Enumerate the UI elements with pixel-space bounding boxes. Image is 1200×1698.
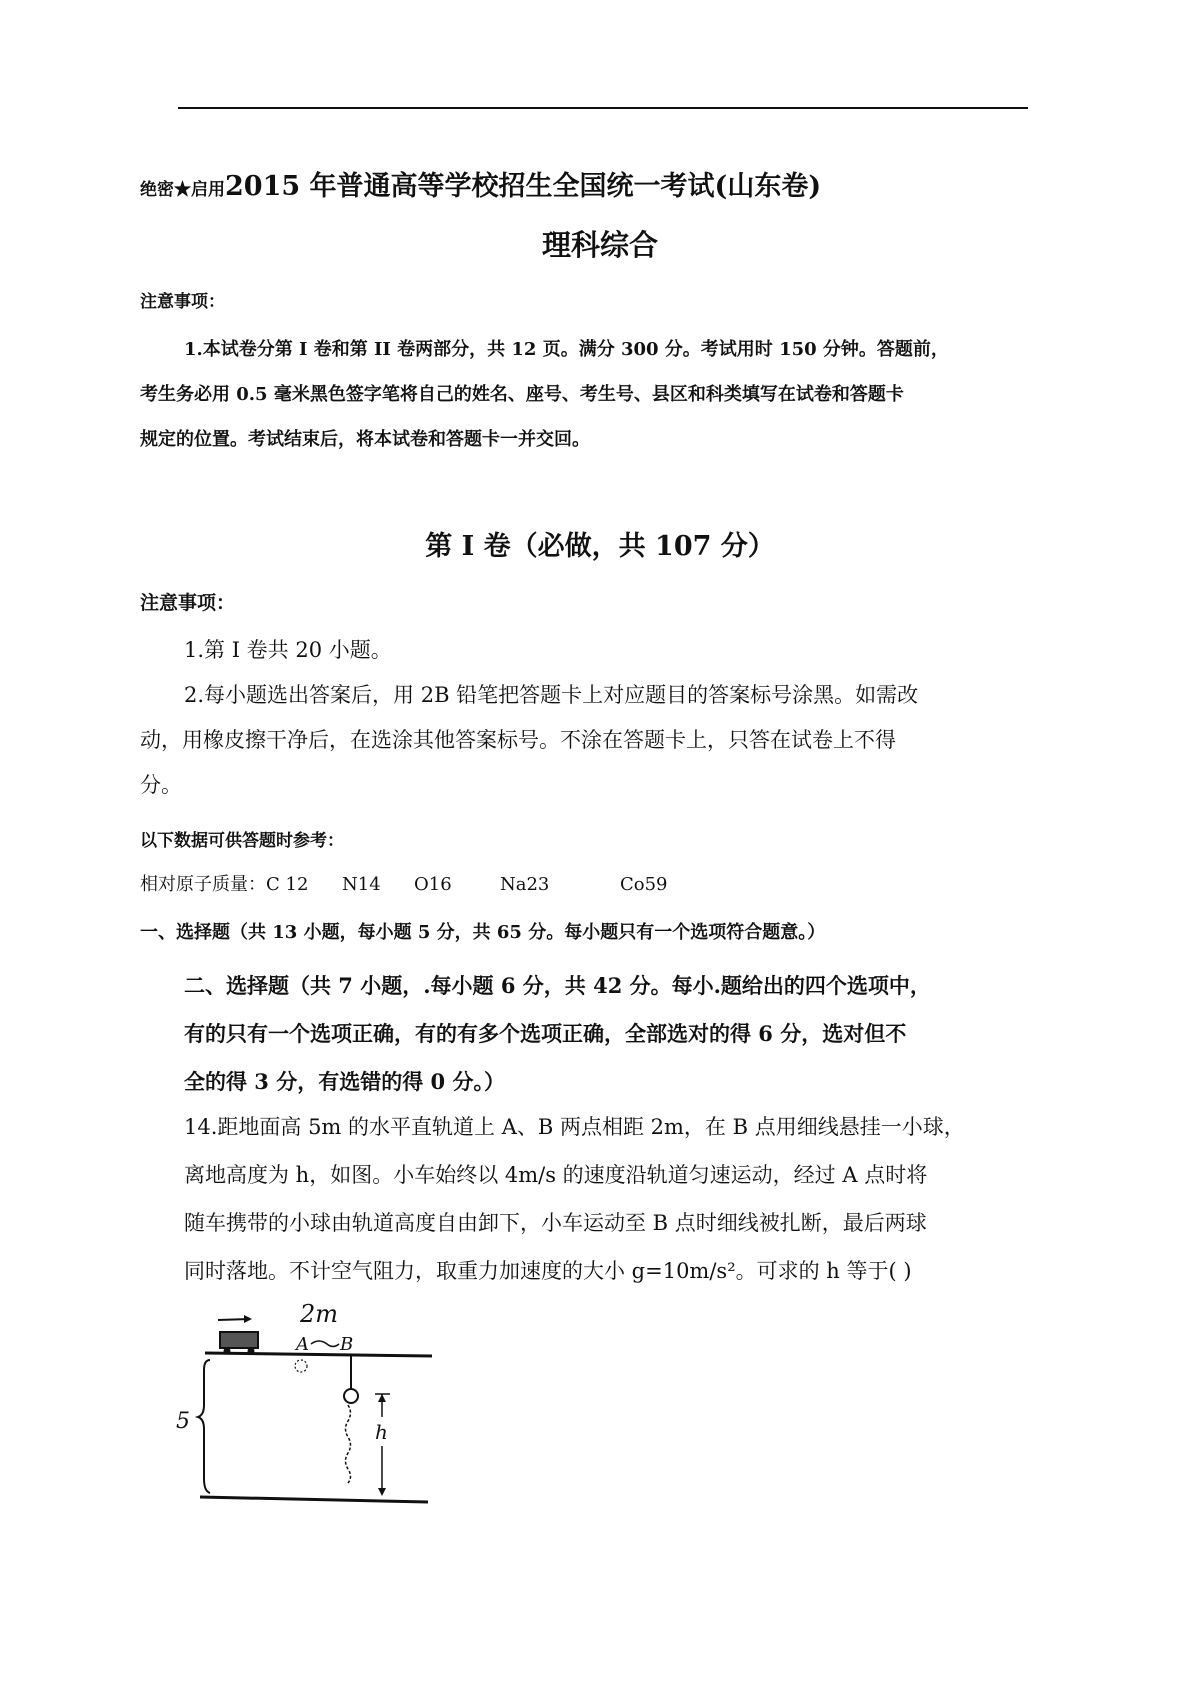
notice-line: 1.本试卷分第 I 卷和第 II 卷两部分，共 12 页。满分 300 分。考试用时 150 分钟。答题前，: [184, 339, 949, 360]
ground-line: [200, 1497, 428, 1502]
reference-title: 以下数据可供答题时参考：: [140, 831, 344, 851]
cart-icon: [220, 1332, 258, 1348]
span-brace: [311, 1341, 339, 1347]
top-rule: [178, 107, 1028, 109]
secret-label: 绝密★启用: [140, 180, 225, 200]
notice-title: 注意事项：: [140, 292, 225, 312]
section-two-heading: [184, 962, 1034, 1106]
volume-notice-items: [140, 628, 1030, 808]
height-5-label: 5: [176, 1409, 190, 1434]
atomic-mass-c: C 12: [266, 874, 309, 895]
volume-title: 第 I 卷（必做，共 107 分）: [425, 531, 775, 562]
atomic-mass-na: Na23: [500, 874, 550, 895]
notice-item: 1.第 I 卷共 20 小题。: [184, 638, 392, 662]
cart-wheel: [224, 1348, 231, 1355]
notice-item: 动，用橡皮擦干净后，在选涂其他答案标号。不涂在答题卡上，只答在试卷上不得: [140, 728, 896, 752]
arrow-head-icon: [244, 1315, 252, 1323]
atomic-mass-label: 相对原子质量：: [140, 874, 266, 895]
section-two-line: 有的只有一个选项正确，有的有多个选项正确，全部选对的得 6 分，选对但不: [184, 1021, 907, 1046]
height-h-label: h: [375, 1420, 388, 1444]
notice-item: 分。: [140, 773, 182, 797]
track-diagram: [170, 1290, 450, 1520]
height-brace: [198, 1360, 210, 1493]
cart-wheel: [248, 1348, 255, 1355]
track-line: [205, 1353, 432, 1356]
released-ball: [295, 1360, 307, 1372]
question-14: [184, 1103, 1034, 1295]
arrow-down-icon: [378, 1488, 386, 1496]
volume-notice-title: 注意事项：: [140, 592, 236, 614]
atomic-mass-line: [140, 870, 668, 896]
arrow-up-icon: [378, 1394, 386, 1402]
exam-title: 2015 年普通高等学校招生全国统一考试(山东卷): [225, 171, 822, 202]
section-one-heading: 一、选择题（共 13 小题，每小题 5 分，共 65 分。每小题只有一个选项符合题意。）: [140, 922, 826, 943]
atomic-mass-o: O16: [414, 874, 452, 895]
exam-header: [140, 164, 821, 203]
notice-line: 考生务必用 0.5 毫米黑色签字笔将自己的姓名、座号、考生号、县区和科类填写在试卷和答题卡: [140, 384, 904, 405]
point-a-label: A: [296, 1334, 309, 1355]
hanging-ball: [344, 1389, 358, 1403]
distance-label: 2m: [300, 1300, 339, 1328]
question-line: 随车携带的小球由轨道高度自由卸下，小车运动至 B 点时细线被扎断，最后两球: [184, 1211, 927, 1235]
notice-item: 2.每小题选出答案后，用 2B 铅笔把答题卡上对应题目的答案标号涂黑。如需改: [184, 683, 919, 707]
atomic-mass-n: N14: [342, 874, 381, 895]
notice-line: 规定的位置。考试结束后，将本试卷和答题卡一并交回。: [140, 429, 590, 450]
subject-title: 理科综合: [541, 228, 658, 262]
question-line: 14.距地面高 5m 的水平直轨道上 A、B 两点相距 2m，在 B 点用细线悬挂一小球，: [184, 1115, 965, 1139]
section-two-line: 二、选择题（共 7 小题，.每小题 6 分，共 42 分。每小.题给出的四个选项中，: [184, 973, 931, 998]
atomic-mass-co: Co59: [620, 874, 668, 895]
question-line: 离地高度为 h，如图。小车始终以 4m/s 的速度沿轨道匀速运动，经过 A 点时将: [184, 1163, 928, 1187]
point-b-label: B: [340, 1334, 354, 1355]
question-14-figure: [170, 1290, 450, 1520]
fall-path: [346, 1405, 351, 1483]
section-two-line: 全的得 3 分，有选错的得 0 分。）: [184, 1069, 505, 1094]
question-line: 同时落地。不计空气阻力，取重力加速度的大小 g=10m/s²。可求的 h 等于( ): [184, 1259, 912, 1283]
notice-paragraph: [140, 327, 1030, 462]
